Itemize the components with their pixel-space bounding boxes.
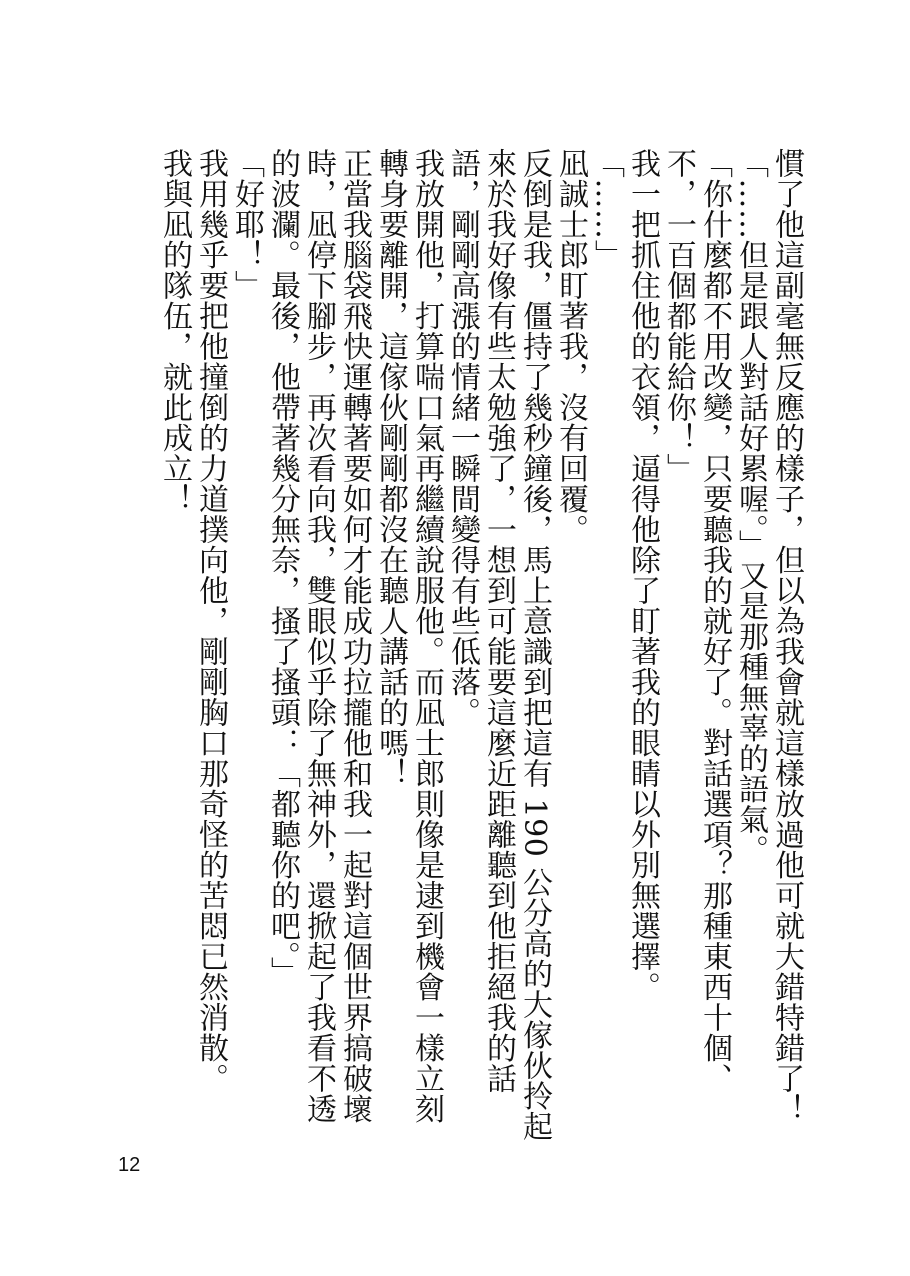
paragraph-5: 「……」: [589, 148, 624, 270]
paragraph-1: 慣了他這副毫無反應的樣子，但以為我會就這樣放過他可就大錯特錯了！: [769, 148, 804, 1124]
paragraph-9: 正當我腦袋飛快運轉著要如何才能成功拉攏他和我一起對這個世界搞破壞時，凪停下腳步，再次看向我，雙眼似乎除了無神外，還掀起了我看不透的波瀾。最後，他帶著幾分無奈，搔了搔頭：「都聽你的吧。」: [265, 148, 372, 1124]
paragraph-10: 「好耶！」: [229, 148, 264, 301]
paragraph-7: 反倒是我，僵持了幾秒鐘後，馬上意識到把這有 190 公分高的大傢伙拎起來於我好像有些太勉強了，一想到可能要這麼近距離聽到他拒絕我的話語，剛剛高漲的情緒一瞬間變得有些低落。: [445, 148, 552, 1142]
paragraph-6: 凪誠士郎盯著我，沒有回覆。: [553, 148, 588, 545]
paragraph-11: 我用幾乎要把他撞倒的力道撲向他，剛剛胸口那奇怪的苦悶已然消散。: [193, 148, 228, 1094]
vertical-text-body: [156, 148, 804, 1148]
paragraph-3: 「你什麼都不用改變，只要聽我的就好了。對話選項？那種東西十個、不，一百個都能給你！」: [661, 148, 732, 1094]
paragraph-4: 我一把抓住他的衣領，逼得他除了盯著我的眼睛以外別無選擇。: [625, 148, 660, 1002]
paragraph-2: 「……但是跟人對話好累喔。」又是那種無辜的語氣。: [733, 148, 768, 865]
paragraph-12: 我與凪的隊伍，就此成立！: [157, 148, 192, 514]
paragraph-8: 我放開他，打算喘口氣再繼續說服他。而凪士郎則像是逮到機會一樣立刻轉身要離開，這傢伙剛剛都沒在聽人講話的嗎！: [373, 148, 444, 1124]
page-number: 12: [118, 1154, 141, 1176]
